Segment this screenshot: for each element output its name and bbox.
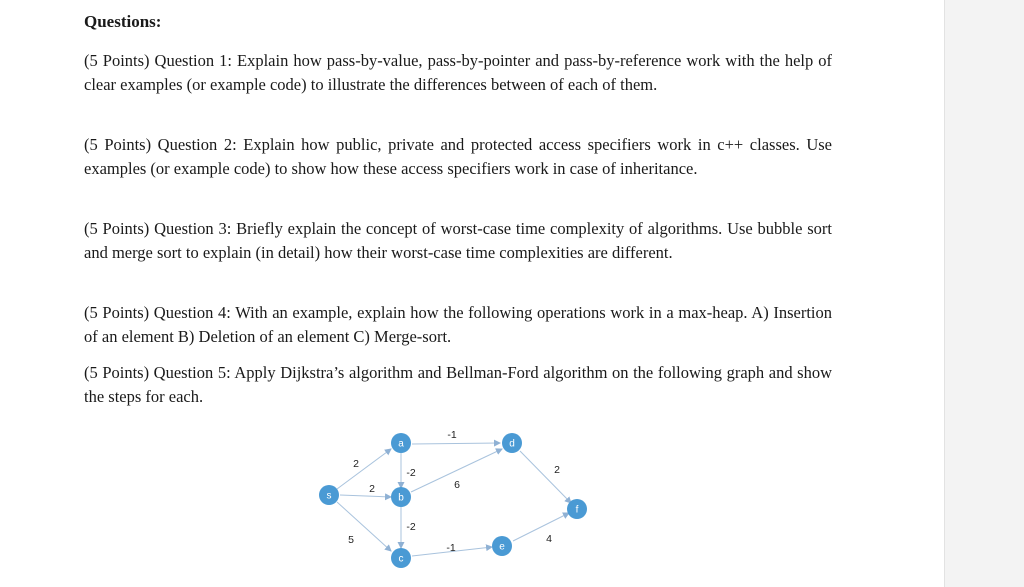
weight-a-d: -1	[447, 429, 457, 441]
edge-e-f	[513, 513, 569, 541]
weight-s-b: 2	[369, 483, 375, 495]
question-3: (5 Points) Question 3: Briefly explain the concept of worst-case time complexity of algorithms. Use bubble sort and merge sort to explain (in detail) how their worst-case time complexities are different.	[84, 219, 832, 262]
node-label-a: a	[398, 438, 404, 450]
question-4: (5 Points) Question 4: With an example, explain how the following operations work in a max-heap. A) Insertion of an element B) Deletion of an element C) Merge-sort.	[84, 303, 832, 346]
weight-b-c: -2	[406, 521, 416, 533]
questions-heading: Questions:	[84, 12, 162, 31]
weight-s-a: 2	[353, 458, 359, 470]
edge-a-d	[412, 443, 500, 444]
right-margin-panel	[944, 0, 1024, 587]
node-label-f: f	[575, 504, 579, 516]
weight-s-c: 5	[348, 534, 354, 546]
weighted-graph	[300, 420, 620, 580]
weight-a-b: -2	[406, 467, 416, 479]
edge-s-a	[337, 449, 391, 489]
edge-s-c	[337, 502, 391, 551]
weight-d-f: 2	[554, 464, 560, 476]
weight-c-e: -1	[446, 542, 456, 554]
node-label-e: e	[499, 541, 505, 553]
question-1: (5 Points) Question 1: Explain how pass-by-value, pass-by-pointer and pass-by-reference work with the help of clear examples (or example code) to illustrate the differences between of each of them.	[84, 51, 832, 94]
question-2: (5 Points) Question 2: Explain how public, private and protected access specifiers work in c++ classes. Use examples (or example code) to show how these access specifiers work in case of inheritance.	[84, 135, 832, 178]
edge-d-f	[520, 451, 571, 503]
node-label-d: d	[509, 438, 515, 450]
node-label-s: s	[326, 490, 332, 502]
weight-e-f: 4	[546, 533, 552, 545]
edge-s-b	[340, 495, 391, 497]
question-5: (5 Points) Question 5: Apply Dijkstra’s algorithm and Bellman-Ford algorithm on the following graph and show the steps for each.	[84, 363, 832, 406]
node-label-c: c	[398, 553, 404, 565]
node-label-b: b	[398, 492, 404, 504]
weight-b-d: 6	[454, 479, 460, 491]
